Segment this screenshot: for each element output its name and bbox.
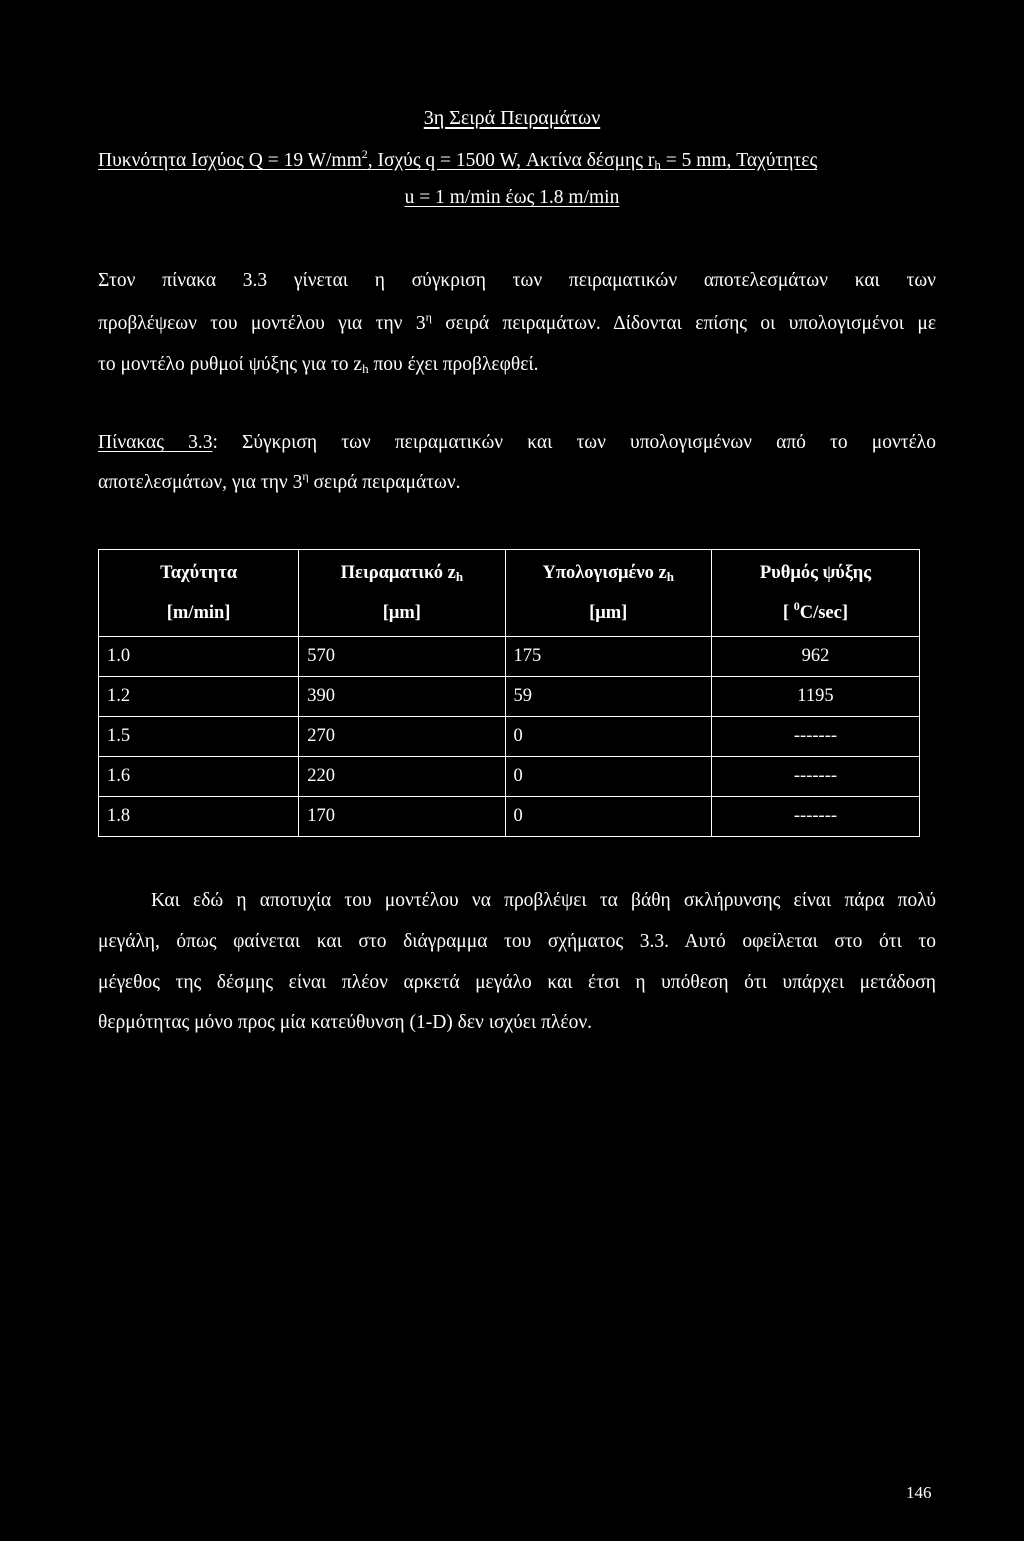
table-row [99,677,920,717]
page-number: 146 [906,1483,932,1502]
header-velocity-unit: [m/min] [166,603,231,623]
parameters-subscript: h [654,157,661,172]
header-cooling-unit-b: C/sec] [799,603,848,623]
cell-cooling-rate: ------- [711,717,919,757]
parameters-text-c: = 5 mm, Ταχύτητες [660,150,818,171]
table-row [99,717,920,757]
header-computed-zh [505,550,711,637]
cell-experimental: 570 [299,637,505,677]
cell-velocity: 1.0 [99,637,299,677]
paragraph1-line2-b: σειρά πειραμάτων. Δίδονται επίσης οι υπολογισμένοι με [431,313,937,334]
cell-velocity: 1.5 [99,717,299,757]
table-caption-line1 [98,432,936,454]
header-cooling-unit-a: [ [782,603,794,623]
header-computed-sub: h [666,569,674,584]
paragraph1-line3 [98,354,936,376]
parameters-superscript: 2 [361,147,368,161]
table-caption-text: : Σύγκριση των πειραματικών και των υπολογισμένων από το μοντέλο [212,432,936,453]
table-caption-sup: η [302,469,309,483]
paragraph2-line2: μεγάλη, όπως φαίνεται και στο διάγραμμα του σχήματος 3.3. Αυτό οφείλεται στο ότι το [98,931,936,952]
cell-experimental: 270 [299,717,505,757]
cell-velocity: 1.6 [99,757,299,797]
table-header-row [99,550,920,637]
header-computed-unit: [μm] [589,603,628,623]
header-experimental-label [299,553,504,593]
header-computed-text: Υπολογισμένο z [542,563,667,583]
parameters-text-a: Πυκνότητα Ισχύος Q = 19 W/mm [98,150,362,171]
cell-computed: 0 [505,717,711,757]
header-experimental-unit: [μm] [382,603,421,623]
paragraph2-line4: θερμότητας μόνο προς μία κατεύθυνση (1-D) δεν ισχύει πλέον. [98,1012,593,1033]
paragraph2-line3: μέγεθος της δέσμης είναι πλέον αρκετά μεγάλο και έτσι η υπόθεση ότι υπάρχει μετάδοση [98,972,936,993]
cell-experimental: 390 [299,677,505,717]
header-experimental-sub: h [455,569,464,584]
paragraph1-line3-sub: h [362,361,369,376]
results-table [98,549,920,837]
cell-velocity: 1.8 [99,797,299,837]
table-row [99,797,920,837]
header-cooling-label: Ρυθμός ψύξης [759,563,872,583]
cell-computed: 59 [505,677,711,717]
paragraph2-line1: Και εδώ η αποτυχία του μοντέλου να προβλέψει τα βάθη σκλήρυνσης είναι πάρα πολύ [151,890,936,911]
section-title: 3η Σειρά Πειραμάτων [423,107,601,129]
velocity-range-line [0,187,1024,209]
header-velocity [99,550,299,637]
cell-computed: 0 [505,797,711,837]
table-caption-line2-a: αποτελεσμάτων, για την 3 [98,472,303,493]
cell-cooling-rate: 962 [711,637,919,677]
parameters-text-b: , Ισχύς q = 1500 W, Ακτίνα δέσμης r [367,150,655,171]
table-caption-label: Πίνακας 3.3 [98,432,213,453]
cell-experimental: 170 [299,797,505,837]
cell-computed: 175 [505,637,711,677]
paragraph1-line3-a: το μοντέλο ρυθμοί ψύξης για το z [98,354,363,375]
header-cooling-rate [711,550,919,637]
paragraph1-line2 [98,310,937,335]
header-experimental-zh [299,550,505,637]
table-row [99,637,920,677]
velocity-range-text: u = 1 m/min έως 1.8 m/min [404,187,620,208]
paragraph1-line2-a: προβλέψεων του μοντέλου για την 3 [98,313,426,334]
header-cooling-unit [712,593,919,633]
header-cooling-unit-sup: 0 [793,599,800,613]
paragraph1-line2-sup: η [425,310,432,324]
table-caption-line2-b: σειρά πειραμάτων. [308,472,461,493]
paragraph1-line3-b: που έχει προβλεφθεί. [368,354,539,375]
cell-computed: 0 [505,757,711,797]
experiment-parameters-line [98,147,818,172]
cell-cooling-rate: ------- [711,757,919,797]
cell-cooling-rate: ------- [711,797,919,837]
header-experimental-text: Πειραματικό z [340,563,456,583]
cell-velocity: 1.2 [99,677,299,717]
table-row [99,757,920,797]
header-velocity-label: Ταχύτητα [160,563,238,583]
table-caption-line2 [98,469,461,494]
paragraph1-line1: Στον πίνακα 3.3 γίνεται η σύγκριση των πειραματικών αποτελεσμάτων και των [98,270,936,291]
cell-cooling-rate: 1195 [711,677,919,717]
cell-experimental: 220 [299,757,505,797]
header-computed-label [506,553,711,593]
